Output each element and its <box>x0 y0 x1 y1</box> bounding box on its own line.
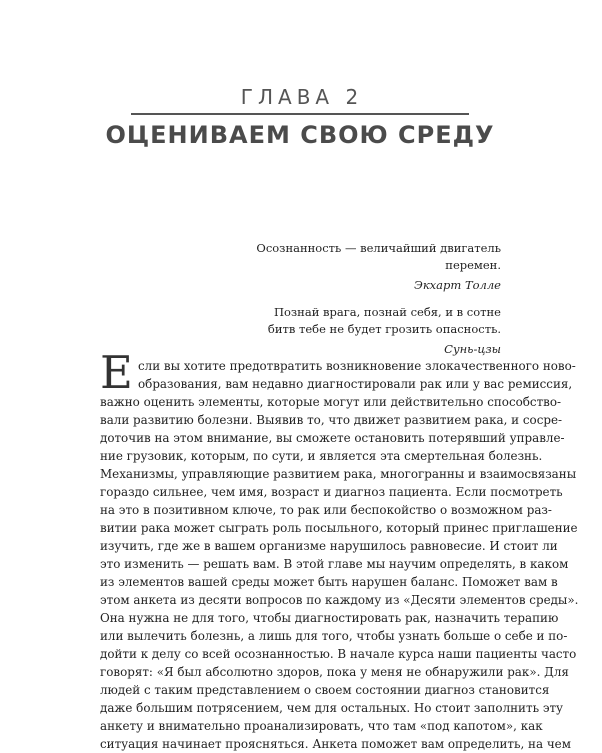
text-line: ситуация начинает проясняться. Анкета поможет вам определить, на чем <box>100 737 571 751</box>
text-line: говорят: «Я был абсолютно здоров, пока у меня не обнаружили рак». Для <box>100 665 569 679</box>
text-line: даже большим потрясением, чем для остальных. Но стоит заполнить эту <box>100 701 564 715</box>
text-line: сли вы хотите предотвратить возникновение злокачественного ново- <box>138 359 576 373</box>
chapter-label: ГЛАВА 2 <box>240 85 364 109</box>
text-line: это изменить — решать вам. В этой главе мы научим определять, в каком <box>100 557 569 571</box>
text-line: Она нужна не для того, чтобы диагностировать рак, назначить терапию <box>100 611 559 625</box>
text-line: гораздо сильнее, чем имя, возраст и диагноз пациента. Если посмотреть <box>100 485 563 499</box>
epigraph-quote: битв тебе не будет грозить опасность. <box>267 322 501 336</box>
text-line: вали развитию болезни. Выявив то, что движет развитием рака, и сосре- <box>100 413 563 427</box>
text-line: важно оценить элементы, которые могут или действительно способство- <box>100 395 562 409</box>
text-line: образования, вам недавно диагностировали рак или у вас ремиссия, <box>138 377 573 391</box>
drop-cap: Е <box>100 346 133 399</box>
text-line: из элементов вашей среды может быть нарушен баланс. Поможет вам в <box>100 575 558 589</box>
text-line: анкету и внимательно проанализировать, что там «под капотом», как <box>100 719 543 733</box>
body-paragraph <box>100 357 579 753</box>
text-line: на это в позитивном ключе, то рак или беспокойство о возможном раз- <box>100 503 552 517</box>
epigraph-quote: Осознанность — величайший двигатель перемен. <box>256 241 501 272</box>
text-line: людей с таким представлением о своем состоянии диагноз становится <box>100 683 550 697</box>
text-line: ние грузовик, которым, по сути, и является эта смертельная болезнь. <box>100 449 543 463</box>
text-line: доточив на этом внимание, вы сможете остановить потерявший управле- <box>100 431 565 445</box>
epigraphs <box>201 240 501 368</box>
text-line: или вылечить болезнь, а лишь для того, чтобы узнать больше о себе и по- <box>100 629 568 643</box>
text-line: Механизмы, управляющие развитием рака, многогранны и взаимосвязаны <box>100 467 577 481</box>
epigraph-quote: Познай врага, познай себя, и в сотне <box>273 305 501 319</box>
epigraph-author: Экхарт Толле <box>414 278 501 292</box>
text-line: дойти к делу со всей осознанностью. В начале курса наши пациенты часто <box>100 647 577 661</box>
text-line: витии рака может сыграть роль посыльного, который принес приглашение <box>100 521 578 535</box>
chapter-header <box>0 85 600 155</box>
text-line: этом анкета из десяти вопросов по каждому из «Десяти элементов среды». <box>100 593 579 607</box>
text-line: изучить, где же в вашем организме нарушилось равновесие. И стоит ли <box>100 539 558 553</box>
epigraph-author: Сунь-цзы <box>444 342 501 356</box>
chapter-title: ОЦЕНИВАЕМ СВОЮ СРЕДУ <box>105 121 495 149</box>
